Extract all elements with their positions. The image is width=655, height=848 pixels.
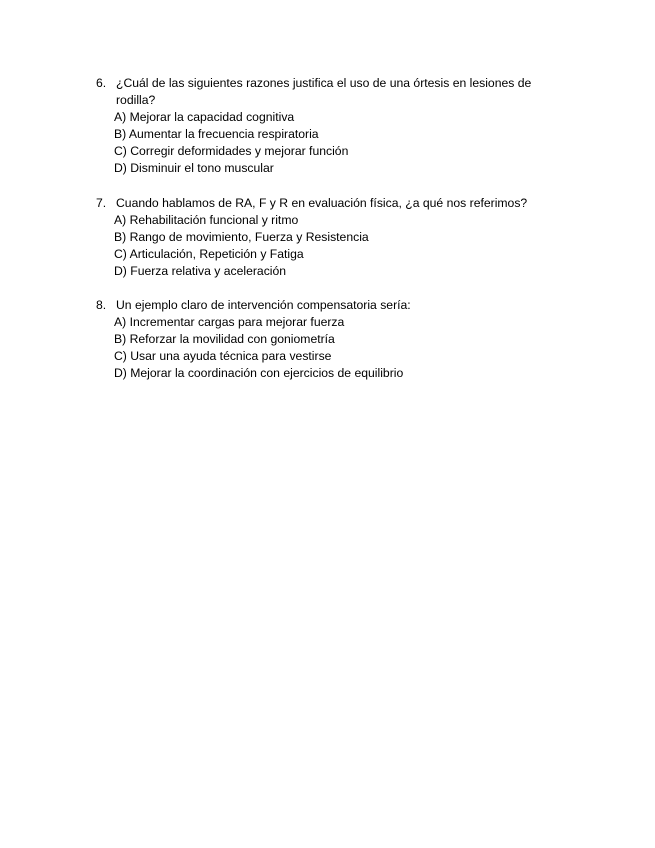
option-b: B) Rango de movimiento, Fuerza y Resistencia — [114, 230, 369, 244]
question-6 — [96, 75, 566, 177]
option-b: B) Reforzar la movilidad con goniometría — [114, 332, 335, 346]
question-text: ¿Cuál de las siguientes razones justifica el uso de una órtesis en lesiones de rodilla? — [116, 76, 532, 107]
option-d: D) Disminuir el tono muscular — [114, 161, 274, 175]
answer-options — [96, 212, 566, 280]
question-number: 6. — [96, 76, 107, 90]
option-c: C) Usar una ayuda técnica para vestirse — [114, 349, 332, 363]
question-7 — [96, 195, 566, 280]
answer-options — [96, 314, 566, 382]
question-header — [96, 195, 566, 212]
question-text: Un ejemplo claro de intervención compensatoria sería: — [116, 298, 411, 312]
question-text: Cuando hablamos de RA, F y R en evaluación física, ¿a qué nos referimos? — [116, 196, 528, 210]
option-d: D) Mejorar la coordinación con ejercicios de equilibrio — [114, 366, 404, 380]
option-a: A) Rehabilitación funcional y ritmo — [114, 213, 299, 227]
option-a: A) Incrementar cargas para mejorar fuerza — [114, 315, 345, 329]
question-header — [96, 75, 566, 109]
option-a: A) Mejorar la capacidad cognitiva — [114, 110, 295, 124]
option-c: C) Corregir deformidades y mejorar función — [114, 144, 349, 158]
question-number: 8. — [96, 298, 107, 312]
answer-options — [96, 109, 566, 177]
option-d: D) Fuerza relativa y aceleración — [114, 264, 287, 278]
question-8 — [96, 297, 566, 382]
option-b: B) Aumentar la frecuencia respiratoria — [114, 127, 319, 141]
question-number: 7. — [96, 196, 107, 210]
option-c: C) Articulación, Repetición y Fatiga — [114, 247, 304, 261]
question-header — [96, 297, 566, 314]
